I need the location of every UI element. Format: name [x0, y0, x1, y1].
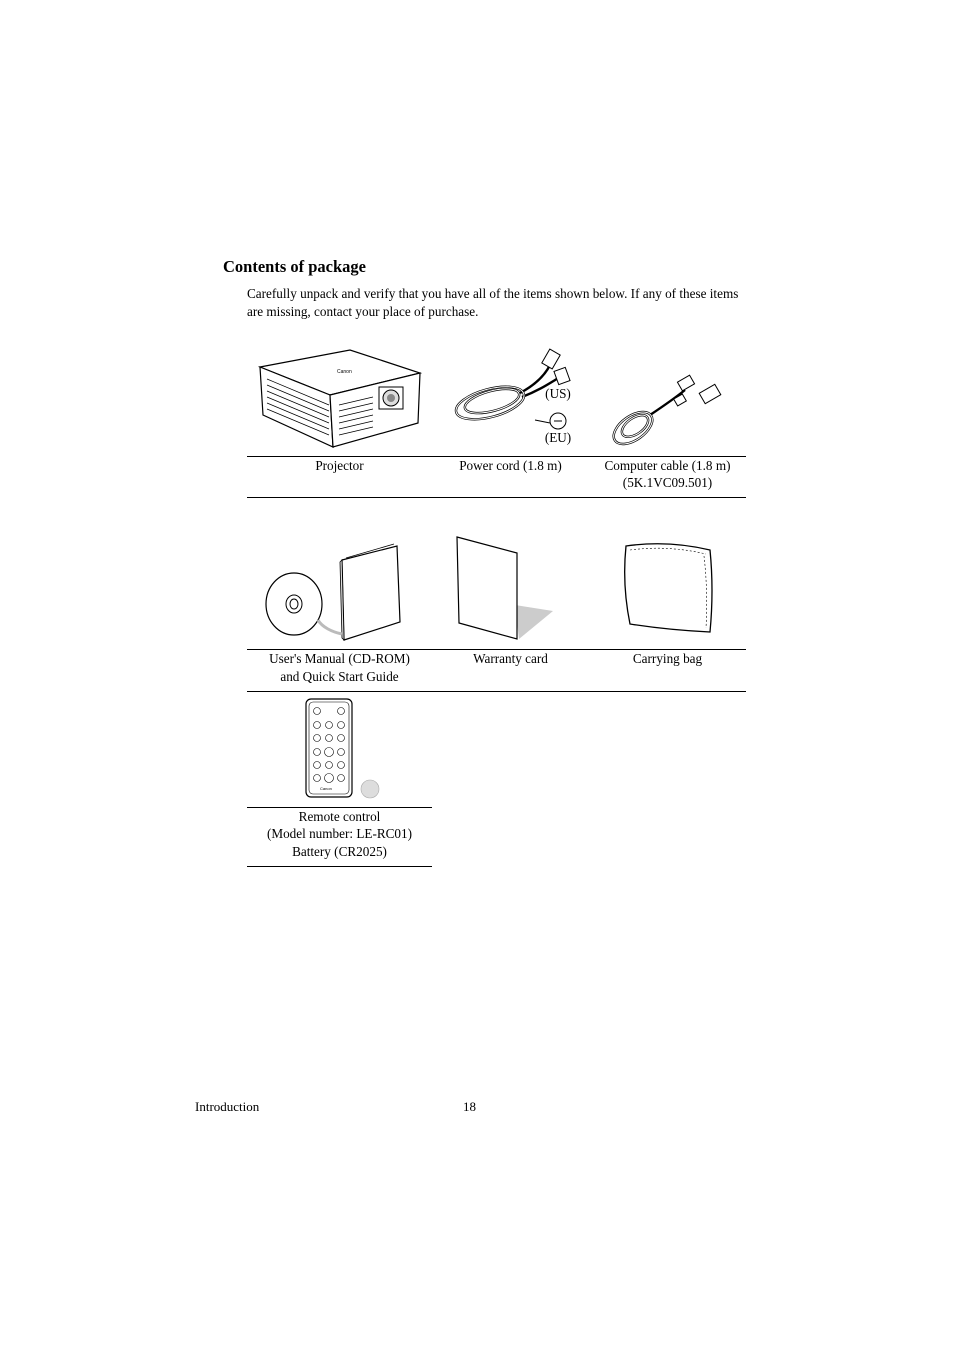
section-title: Contents of package — [223, 257, 366, 276]
remote-caption-line1: Remote control — [298, 809, 381, 824]
projector-illustration — [255, 345, 425, 453]
footer-page-number: 18 — [463, 1099, 476, 1114]
warranty-caption: Warranty card — [473, 651, 548, 666]
carrying-bag-illustration — [618, 540, 718, 638]
manual-illustration — [262, 542, 407, 644]
power-cord-eu-label: (EU) — [544, 430, 572, 445]
manual-caption-line2: and Quick Start Guide — [280, 669, 399, 684]
computer-cable-illustration — [605, 370, 730, 452]
power-cord-us-label: (US) — [545, 386, 571, 401]
footer-section-name: Introduction — [195, 1099, 260, 1114]
intro-paragraph: Carefully unpack and verify that you have all of the items shown below. If any of these items are missing, contact your place of purchase. — [247, 286, 739, 319]
remote-caption-line2: (Model number: LE-RC01) — [266, 826, 413, 841]
power-cord-caption: Power cord (1.8 m) — [459, 458, 562, 473]
svg-text:Canon: Canon — [320, 786, 332, 791]
computer-cable-caption-line2: (5K.1VC09.501) — [622, 475, 713, 490]
remote-caption-line3: Battery (CR2025) — [292, 844, 387, 859]
manual-caption-line1: User's Manual (CD-ROM) — [269, 651, 410, 666]
computer-cable-caption-line1: Computer cable (1.8 m) — [604, 458, 731, 473]
bag-caption: Carrying bag — [632, 651, 703, 666]
svg-text:Canon: Canon — [337, 369, 352, 375]
projector-caption: Projector — [315, 458, 364, 473]
warranty-card-illustration — [453, 535, 558, 641]
remote-control-illustration — [302, 697, 382, 801]
